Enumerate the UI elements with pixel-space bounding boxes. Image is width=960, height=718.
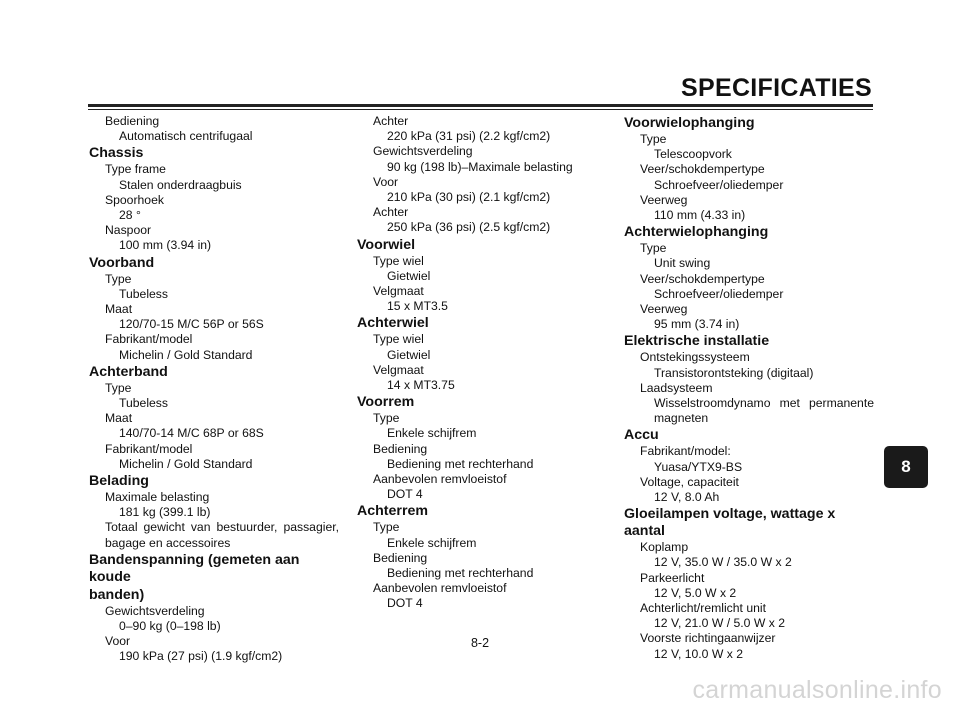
section-heading: Gloeilampen voltage, wattage x aantal	[624, 506, 836, 540]
spec-label: Type frame	[105, 162, 166, 177]
chapter-tab[interactable]: 8	[884, 446, 928, 488]
spec-label: Parkeerlicht	[640, 570, 705, 585]
spec-label: Bediening	[373, 441, 428, 456]
section-heading: Voorwiel	[357, 236, 416, 253]
spec-label: Naspoor	[105, 223, 152, 238]
spec-value: Enkele schijfrem	[387, 426, 477, 441]
page-title: SPECIFICATIES	[681, 74, 872, 102]
spec-value: 190 kPa (27 psi) (1.9 kgf/cm2)	[119, 649, 283, 664]
spec-label: Bediening	[105, 114, 160, 128]
spec-value: Michelin / Gold Standard	[119, 456, 253, 471]
spec-value: Bediening met rechterhand	[387, 456, 534, 471]
spec-value: 28 °	[119, 208, 141, 223]
spec-value: Bediening met rechterhand	[387, 566, 534, 581]
section-heading: Achterwiel	[357, 315, 429, 332]
spec-label: Type	[373, 520, 400, 535]
spec-value: 14 x MT3.75	[387, 378, 455, 393]
spec-value: Gietwiel	[387, 268, 431, 283]
spec-value: 120/70-15 M/C 56P or 56S	[119, 317, 264, 332]
spec-value: 140/70-14 M/C 68P or 68S	[119, 426, 264, 441]
spec-value: Yuasa/YTX9-BS	[654, 459, 743, 474]
spec-value: Telescoopvork	[654, 147, 732, 162]
spec-label: Laadsysteem	[640, 380, 713, 395]
page-number: 8-2	[470, 636, 490, 650]
section-heading: Achterrem	[357, 503, 428, 520]
spec-value: Tubeless	[119, 286, 168, 301]
spec-label: Veer/schokdempertype	[640, 162, 765, 177]
spec-label: Type wiel	[373, 332, 424, 347]
spec-value: 110 mm (4.33 in)	[654, 208, 746, 223]
spec-value: Stalen onderdraagbuis	[119, 177, 242, 192]
spec-column-1	[89, 114, 339, 665]
spec-label: Aanbevolen remvloeistof	[373, 472, 507, 487]
section-heading: Bandenspanning (gemeten aan koude	[89, 551, 300, 585]
spec-label: Gewichtsverdeling	[373, 144, 473, 159]
spec-value: magneten	[654, 411, 709, 426]
spec-value: 250 kPa (36 psi) (2.5 kgf/cm2)	[387, 220, 551, 235]
spec-value: 220 kPa (31 psi) (2.2 kgf/cm2)	[387, 129, 551, 144]
spec-value: Enkele schijfrem	[387, 535, 477, 550]
section-heading: Voorrem	[357, 394, 415, 411]
spec-label: Aanbevolen remvloeistof	[373, 581, 507, 596]
header-rule	[88, 104, 873, 110]
section-heading: Voorband	[89, 254, 155, 271]
spec-value: Tubeless	[119, 396, 168, 411]
spec-label: Type	[640, 132, 667, 146]
spec-value: Gietwiel	[387, 347, 431, 362]
spec-label: Spoorhoek	[105, 192, 164, 207]
spec-label: Achterlicht/remlicht unit	[640, 601, 766, 616]
spec-label: Veerweg	[640, 302, 688, 317]
spec-label: Maat	[105, 411, 133, 426]
spec-value: 12 V, 10.0 W x 2	[654, 646, 743, 661]
spec-label: Fabrikant/model:	[640, 444, 731, 459]
spec-value: Wisselstroomdynamo met permanente	[654, 396, 874, 411]
section-heading: Belading	[89, 473, 149, 490]
watermark-text: carmanualsonline.info	[692, 676, 942, 704]
spec-value: 12 V, 8.0 Ah	[654, 490, 720, 505]
spec-label: bagage en accessoires	[105, 535, 231, 550]
spec-label: Maximale belasting	[105, 490, 210, 505]
spec-label: Type	[373, 411, 400, 426]
spec-label: Maat	[105, 302, 133, 317]
section-heading: Achterwielophanging	[624, 224, 769, 241]
spec-value: Transistorontsteking (digitaal)	[654, 365, 814, 380]
spec-value: 95 mm (3.74 in)	[654, 317, 740, 332]
spec-label: Type wiel	[373, 253, 424, 268]
spec-label: Achter	[373, 205, 409, 220]
spec-value: Unit swing	[654, 256, 711, 271]
section-heading: Achterband	[89, 363, 168, 380]
spec-column-3	[624, 114, 874, 662]
spec-label: Fabrikant/model	[105, 441, 193, 456]
spec-label: Type	[640, 241, 667, 256]
spec-value: 100 mm (3.94 in)	[119, 238, 212, 253]
spec-value: Automatisch centrifugaal	[119, 129, 253, 144]
spec-label: Type	[105, 380, 132, 395]
spec-value: 210 kPa (30 psi) (2.1 kgf/cm2)	[387, 190, 551, 205]
spec-label: Type	[105, 271, 132, 286]
spec-label: Ontstekingssysteem	[640, 350, 750, 365]
section-heading: Elektrische installatie	[624, 333, 770, 350]
spec-label: Koplamp	[640, 540, 689, 555]
spec-value: DOT 4	[387, 596, 423, 611]
spec-label: Achter	[373, 114, 409, 128]
spec-label: Veer/schokdempertype	[640, 271, 765, 286]
spec-column-2	[357, 114, 577, 612]
spec-value: 12 V, 5.0 W x 2	[654, 585, 737, 600]
spec-label: Gewichtsverdeling	[105, 603, 205, 618]
spec-value: DOT 4	[387, 487, 423, 502]
spec-label: Fabrikant/model	[105, 332, 193, 347]
spec-value: Michelin / Gold Standard	[119, 347, 253, 362]
spec-value: Schroefveer/oliedemper	[654, 177, 784, 192]
spec-value: 181 kg (399.1 lb)	[119, 505, 211, 520]
spec-label: Voltage, capaciteit	[640, 474, 739, 489]
spec-label: Voorste richtingaanwijzer	[640, 631, 776, 646]
spec-value: 15 x MT3.5	[387, 299, 448, 314]
spec-value: 12 V, 21.0 W / 5.0 W x 2	[654, 616, 785, 631]
spec-label: Voor	[105, 634, 131, 649]
spec-label: Velgmaat	[373, 284, 424, 299]
spec-label: Bediening	[373, 550, 428, 565]
spec-value: Schroefveer/oliedemper	[654, 286, 784, 301]
section-heading: Voorwielophanging	[624, 115, 755, 131]
spec-label: Veerweg	[640, 192, 688, 207]
section-heading: Chassis	[89, 145, 144, 162]
section-heading: banden)	[89, 586, 145, 603]
spec-value: 12 V, 35.0 W / 35.0 W x 2	[654, 555, 792, 570]
spec-value: 90 kg (198 lb)–Maximale belasting	[387, 159, 573, 174]
spec-label: Velgmaat	[373, 362, 424, 377]
spec-label: Voor	[373, 174, 399, 189]
spec-label: Totaal gewicht van bestuurder, passagier,	[105, 520, 339, 535]
section-heading: Accu	[624, 427, 659, 444]
spec-value: 0–90 kg (0–198 lb)	[119, 619, 221, 634]
